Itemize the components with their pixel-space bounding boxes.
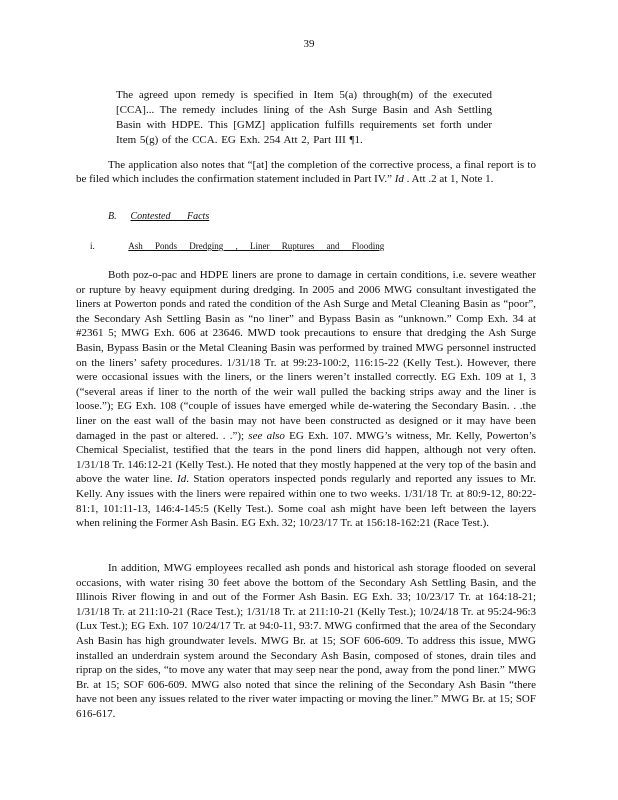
paragraph-text: . Station operators inspected ponds regularly and reported any issues to Mr. Kelly. Any issues with the liners were repaired within one to two weeks. 1/31/18 Tr. at 80:9-12, 80:22-81:1, 101:11-13, 146:4-145:5 (Kelly Test.). Some coal ash might have been left between the layers when relining the Former Ash Basin. EG Exh. 32; 10/23/17 Tr. at 156:18-162:21 (Race Test.).	[76, 473, 536, 530]
paragraph-text: Both poz-o-pac and HDPE liners are prone to damage in certain conditions, i.e. severe weather or rupture by heavy equipment during dredging. In 2005 and 2006 MWG consultant investigated the liners at Powerton ponds and rated the condition of the Ash Surge and Metal Cleaning Basin as “poor”, the Secondary Ash Settling Basin as “no liner” and Bypass Basin as “unknown.” Comp Exh. 34 at #2361 5; MWG Exh. 606 at 23646. MWD took precautions to ensure that dredging the Ash Surge Basin, Bypass Basin or the Metal Cleaning Basin was performed by trained MWG personnel instructed on the liners’ safety procedures. 1/31/18 Tr. at 99:23-100:2, 116:15-22 (Kelly Test.). However, there were occasional issues with the liners, or the liners weren’t installed correctly. EG Exh. 109 at 1, 3 (“several areas if liner to the north of the weir wall pulled the backing strips away and the liner is loose.”); EG Exh. 108 (“couple of issues have emerged while de-watering the Secondary Basin. . .the liner on the east wall of the basin may not have been constructed as designed or it may have been damaged in the past or altered. . .”);	[76, 269, 536, 442]
paragraph-application-notes	[76, 158, 536, 187]
subsection-number: i.	[90, 241, 95, 251]
paragraph-liners	[76, 268, 536, 531]
paragraph-flooding: In addition, MWG employees recalled ash ponds and historical ash storage flooded on several occasions, with water rising 30 feet above the bottom of the Secondary Ash Settling Basin, and the Illinois River flowing in and out of the Former Ash Basin. EG Exh. 33; 10/23/17 Tr. at 164:18-21; 1/31/18 Tr. at 211:10-21 (Race Test.); 1/31/18 Tr. at 211:10-21 (Kelly Test.); 10/24/18 Tr. at 95:24-96:3 (Lux Test.); EG Exh. 107 10/24/17 Tr. at 94:0-11, 93:7. MWG confirmed that the area of the Secondary Ash Basin has high groundwater levels. MWG Br. at 15; SOF 606-609. To address this issue, MWG installed an underdrain system around the Secondary Ash Basin, composed of stones, drain tiles and riprap on the sides, “to move any water that may seep near the pond, away from the pond liner.” MWG Br. at 15; SOF 606-609. MWG also noted that since the relining of the Secondary Ash Basin “there have not been any issues related to the river water impacting or moving the liner.” MWG Br. at 15; SOF 616-617.	[76, 562, 536, 720]
page-number: 39	[303, 38, 315, 50]
paragraph-text: The application also notes that “[at] the completion of the corrective process, a final report is to be filed which includes the confirmation statement included in Part IV.”	[76, 159, 536, 186]
paragraph-text: . Att .2 at 1, Note 1.	[403, 173, 494, 186]
paragraph-text: EG Exh. 107. MWG’s witness, Mr. Kelly, Powerton’s Chemical Specialist, testified that the tears in the pond liners did happen, although not very often. 1/31/18 Tr. 146:12-21 (Kelly Test.). He noted that they mostly happened at the very top of the basin and above the water line.	[76, 429, 536, 486]
block-quote: The agreed upon remedy is specified in Item 5(a) through(m) of the executed [CCA]... The remedy includes lining of the Ash Surge Basin and Ash Settling Basin with HDPE. This [GMZ] application fulfills requirements set forth under Item 5(g) of the CCA. EG Exh. 254 Att 2, Part III ¶1.	[116, 89, 492, 146]
section-title: Contested Facts	[130, 211, 210, 222]
section-heading-contested-facts	[108, 211, 226, 222]
section-number: B.	[108, 211, 117, 222]
subsection-heading-ash-ponds	[90, 241, 390, 251]
subsection-title: Ash Ponds Dredging , Liner Ruptures and Flooding	[128, 241, 385, 251]
citation-signal: see also	[248, 429, 285, 442]
citation-signal: Id	[177, 473, 187, 486]
citation-signal: Id	[394, 173, 404, 186]
